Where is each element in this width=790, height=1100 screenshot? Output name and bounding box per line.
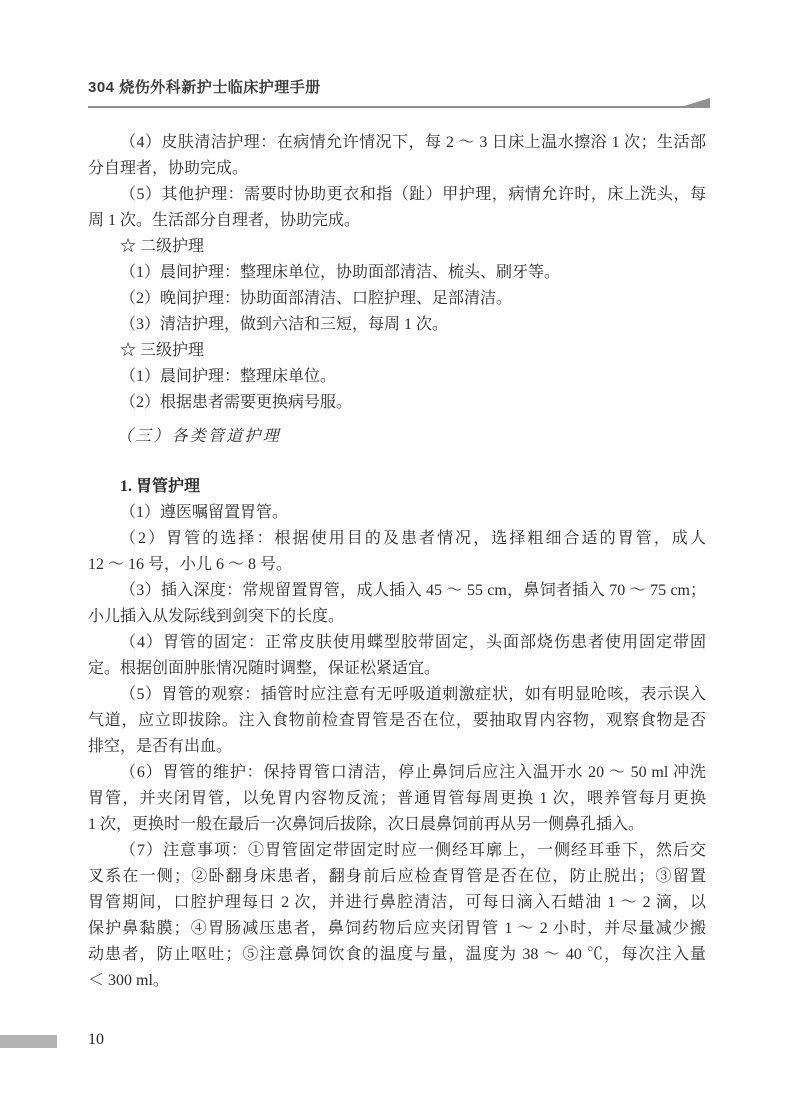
text-line: 1 次，更换时一般在最后一次鼻饲后拔除，次日晨鼻饲前再从另一侧鼻孔插入。 (88, 816, 645, 833)
text-line: 定。根据创面肿胀情况随时调整，保证松紧适宜。 (88, 660, 441, 677)
list-item (88, 312, 706, 338)
paragraph (88, 526, 706, 578)
text-line: 保护鼻黏膜；④胃肠减压患者，鼻饲药物后应夹闭胃管 1 ～ 2 小时，并尽量减少搬 (88, 920, 706, 937)
text-line: 小儿插入从发际线到剑突下的长度。 (88, 608, 345, 625)
text-line: （1）晨间护理：整理床单位，协助面部清洁、梳头、刷牙等。 (120, 264, 561, 281)
text-line: （6）胃管的维护：保持胃管口清洁，停止鼻饲后应注入温开水 20 ～ 50 ml 冲洗 (120, 764, 706, 781)
paragraph (88, 630, 706, 682)
header-rule (88, 106, 710, 108)
paragraph (88, 578, 706, 630)
page-number: 10 (88, 1031, 104, 1048)
text-line: 气道，应立即拔除。注入食物前检查胃管是否在位，要抽取胃内容物，观察食物是否 (88, 712, 706, 729)
star-item (88, 234, 706, 260)
header-rule-arrow-icon (684, 98, 710, 106)
paragraph (88, 182, 706, 234)
text-line: （3）插入深度：常规留置胃管，成人插入 45 ～ 55 cm，鼻饲者插入 70 ～ 75 cm； (120, 582, 706, 599)
paragraph (88, 760, 706, 838)
text-line: 动患者，防止呕吐；⑤注意鼻饲饮食的温度与量，温度为 38 ～ 40 ℃，每次注入量 (88, 946, 706, 963)
text-line: ☆ 三级护理 (120, 342, 205, 359)
paragraph (88, 682, 706, 760)
text-line: ＜ 300 ml。 (88, 972, 169, 989)
text-line: 分自理者，协助完成。 (88, 160, 249, 177)
footer-accent-bar (0, 1035, 57, 1048)
text-line: （2）晚间护理：协助面部清洁、口腔护理、足部清洁。 (120, 290, 513, 307)
text-line: （1）遵医嘱留置胃管。 (120, 504, 289, 521)
text-line: （三）各类管道护理 (116, 428, 281, 445)
list-item (88, 390, 706, 416)
section-heading (88, 424, 706, 450)
text-line: 12 ～ 16 号，小儿 6 ～ 8 号。 (88, 556, 293, 573)
text-line: （3）清洁护理，做到六洁和三短，每周 1 次。 (120, 316, 449, 333)
page-header-title: 304 烧伤外科新护士临床护理手册 (88, 79, 321, 96)
list-item (88, 500, 706, 526)
text-line: 1. 胃管护理 (120, 478, 201, 495)
text-line: （1）晨间护理：整理床单位。 (120, 368, 337, 385)
text-line: 排空，是否有出血。 (88, 738, 233, 755)
text-line: （7）注意事项：①胃管固定带固定时应一侧经耳廓上，一侧经耳垂下，然后交 (120, 842, 706, 859)
list-item (88, 286, 706, 312)
text-line: （4）皮肤清洁护理：在病情允许情况下，每 2 ～ 3 日床上温水擦浴 1 次；生活部 (120, 134, 706, 151)
text-line: （5）其他护理：需要时协助更衣和指（趾）甲护理，病情允许时，床上洗头，每 (120, 186, 706, 203)
text-line: （2）根据患者需要更换病号服。 (120, 394, 353, 411)
body-content (88, 130, 706, 994)
text-line: ☆ 二级护理 (120, 238, 205, 255)
text-line: 周 1 次。生活部分自理者，协助完成。 (88, 212, 361, 229)
text-line: （5）胃管的观察：插管时应注意有无呼吸道刺激症状，如有明显呛咳，表示误入 (120, 686, 706, 703)
text-line: 叉系在一侧；②卧翻身床患者，翻身前后应检查胃管是否在位，防止脱出；③留置 (88, 868, 706, 885)
paragraph (88, 130, 706, 182)
star-item (88, 338, 706, 364)
text-line: 胃管期间，口腔护理每日 2 次，并进行鼻腔清洁，可每日滴入石蜡油 1 ～ 2 滴，以 (88, 894, 706, 911)
paragraph (88, 838, 706, 994)
sub-heading (88, 474, 706, 500)
text-line: （4）胃管的固定：正常皮肤使用蝶型胶带固定，头面部烧伤患者使用固定带固 (120, 634, 706, 651)
text-line: 胃管，并夹闭胃管，以免胃内容物反流；普通胃管每周更换 1 次，喂养管每月更换 (88, 790, 706, 807)
list-item (88, 364, 706, 390)
text-line: （2）胃管的选择：根据使用目的及患者情况，选择粗细合适的胃管，成人 (120, 530, 706, 547)
list-item (88, 260, 706, 286)
